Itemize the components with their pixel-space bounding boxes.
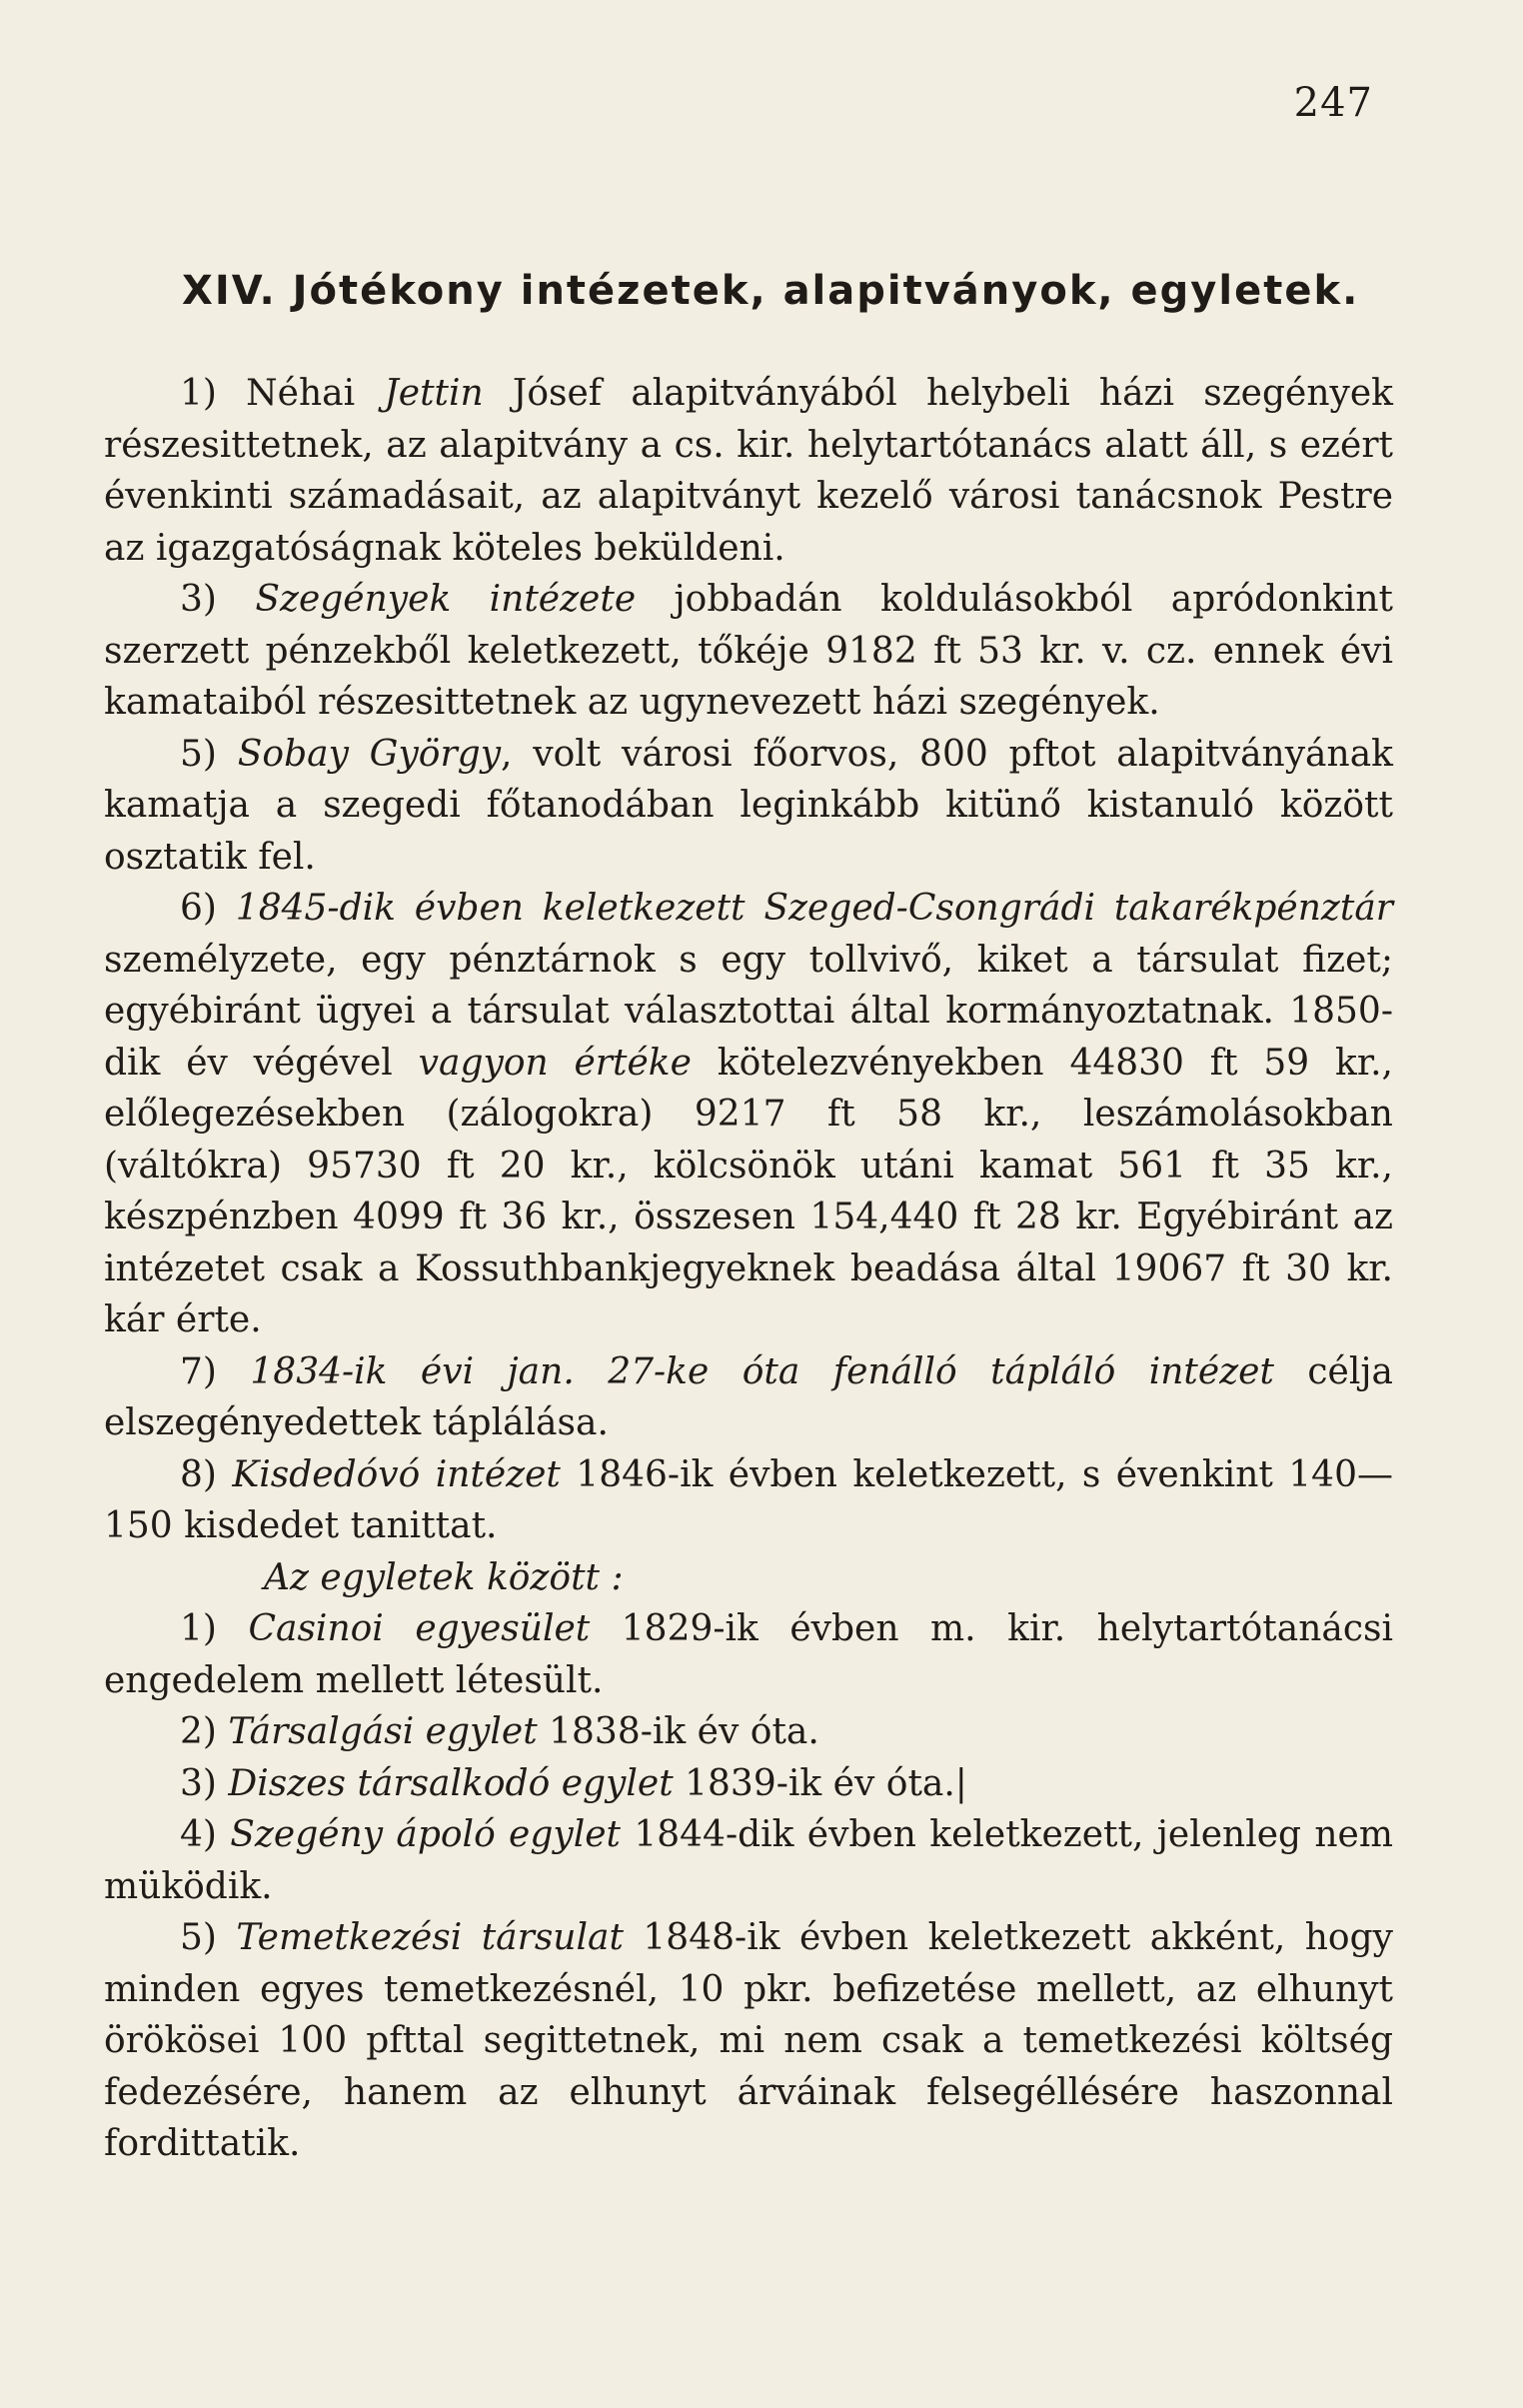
- egylet-text: 1829-ik évben m. kir. helytartótanácsi engedelem mellett létesült.: [104, 1608, 1393, 1701]
- paragraph-number: 6): [180, 888, 217, 929]
- paragraph-text-continued: kötelezvényekben 44830 ft 59 kr., előlegezésekben (zálogokra) 9217 ft 58 kr., leszámolásokban (váltókra) 95730 ft 20 kr., kölcsönök utáni kamat 561 ft 35 kr., készpénzben 4099 ft 36 kr., összesen 154,440 ft 28 kr. Egyébiránt az intézetet csak a Kossuthbankjegyeknek beadása által 19067 ft 30 kr. kár érte.: [104, 1042, 1393, 1340]
- subheading-egyletek: [104, 1552, 1393, 1604]
- paragraph-text: Jósef alapitványából helybeli házi szegények részesittetnek, az alapitvány a cs. kir. helytartótanács alatt áll, s ezért évenkinti számadásait, az alapitványt kezelő városi tanácsnok Pestre az igazgatóságnak köteles beküldeni.: [104, 373, 1393, 569]
- paragraph-1: [104, 368, 1393, 574]
- egylet-name: Társalgási egylet: [228, 1711, 538, 1752]
- egylet-number: 4): [180, 1814, 217, 1855]
- paragraph-lead: Néhai: [246, 373, 356, 414]
- paragraph-number: 3): [180, 579, 217, 620]
- egylet-2: [104, 1706, 1393, 1758]
- egylet-text: 1848-ik évben keletkezett akként, hogy minden egyes temetkezésnél, 10 pkr. befizetése mellett, az elhunyt örökösei 100 pfttal segittetnek, mi nem csak a temetkezési költség fedezésére, hanem az elhunyt árváinak felsegéllésére haszonnal fordittatik.: [104, 1917, 1393, 2164]
- egylet-name: Casinoi egyesület: [248, 1608, 591, 1649]
- paragraph-3: [104, 574, 1393, 729]
- paragraph-subject: Jettin: [384, 373, 484, 414]
- egylet-3: [104, 1758, 1393, 1810]
- paragraph-6: [104, 883, 1393, 1346]
- subheading-text: Az egyletek között :: [264, 1556, 624, 1598]
- section-heading: XIV. Jótékony intézetek, alapitványok, egyletek.: [182, 268, 1360, 314]
- egylet-text: 1838-ik év óta.: [549, 1711, 819, 1752]
- paragraph-number: 8): [180, 1453, 217, 1495]
- egylet-number: 3): [180, 1762, 217, 1804]
- paragraph-subject: Sobay György: [237, 733, 502, 775]
- egylet-number: 5): [180, 1917, 217, 1958]
- paragraph-text: célja elszegényedettek táplálása.: [104, 1350, 1393, 1443]
- paragraph-subject: Szegények intézete: [255, 579, 637, 620]
- paragraph-8: [104, 1449, 1393, 1552]
- egylet-name: Diszes társalkodó egylet: [228, 1762, 674, 1804]
- paragraph-subject: 1845-dik évben keletkezett Szeged-Csongrádi takarékpénztár: [235, 888, 1394, 929]
- egylet-number: 1): [180, 1608, 217, 1649]
- page-body: [104, 368, 1393, 2170]
- egylet-name: Temetkezési társulat: [236, 1917, 624, 1958]
- paragraph-number: 1): [180, 373, 217, 414]
- egylet-1: [104, 1603, 1393, 1706]
- paragraph-5: [104, 729, 1393, 884]
- paragraph-text: jobbadán koldulásokból apródonkint szerzett pénzekből keletkezett, tőkéje 9182 ft 53 kr. v. cz. ennek évi kamataiból részesittetnek az ugynevezett házi szegények.: [104, 579, 1394, 723]
- egylet-4: [104, 1809, 1393, 1912]
- paragraph-number: 7): [180, 1350, 217, 1392]
- paragraph-text: 1846-ik évben keletkezett, s évenkint 140—150 kisdedet tanittat.: [104, 1453, 1393, 1546]
- egylet-name: Szegény ápoló egylet: [230, 1814, 622, 1855]
- page-number: 247: [1293, 80, 1373, 126]
- paragraph-text: , volt városi főorvos, 800 pftot alapitványának kamatja a szegedi főtanodában leginkább kitünő kistanuló között osztatik fel.: [104, 733, 1393, 878]
- egylet-5: [104, 1912, 1393, 2170]
- paragraph-number: 5): [180, 733, 217, 775]
- egylet-text: 1839-ik év óta.|: [685, 1762, 967, 1804]
- paragraph-emphasis: vagyon értéke: [418, 1042, 692, 1084]
- paragraph-subject: Kisdedóvó intézet: [232, 1453, 561, 1495]
- paragraph-subject: 1834-ik évi jan. 27-ke óta fenálló tápláló intézet: [250, 1350, 1274, 1392]
- egylet-text: 1844-dik évben keletkezett, jelenleg nem müködik.: [104, 1814, 1393, 1907]
- paragraph-7: [104, 1346, 1393, 1449]
- paragraph-text: személyzete, egy pénztárnok s egy tollvivő, kiket a társulat fizet; egyébiránt ügyei a társulat választottai által kormányoztatnak. 1850-dik év végével: [104, 939, 1393, 1084]
- egylet-number: 2): [180, 1711, 217, 1752]
